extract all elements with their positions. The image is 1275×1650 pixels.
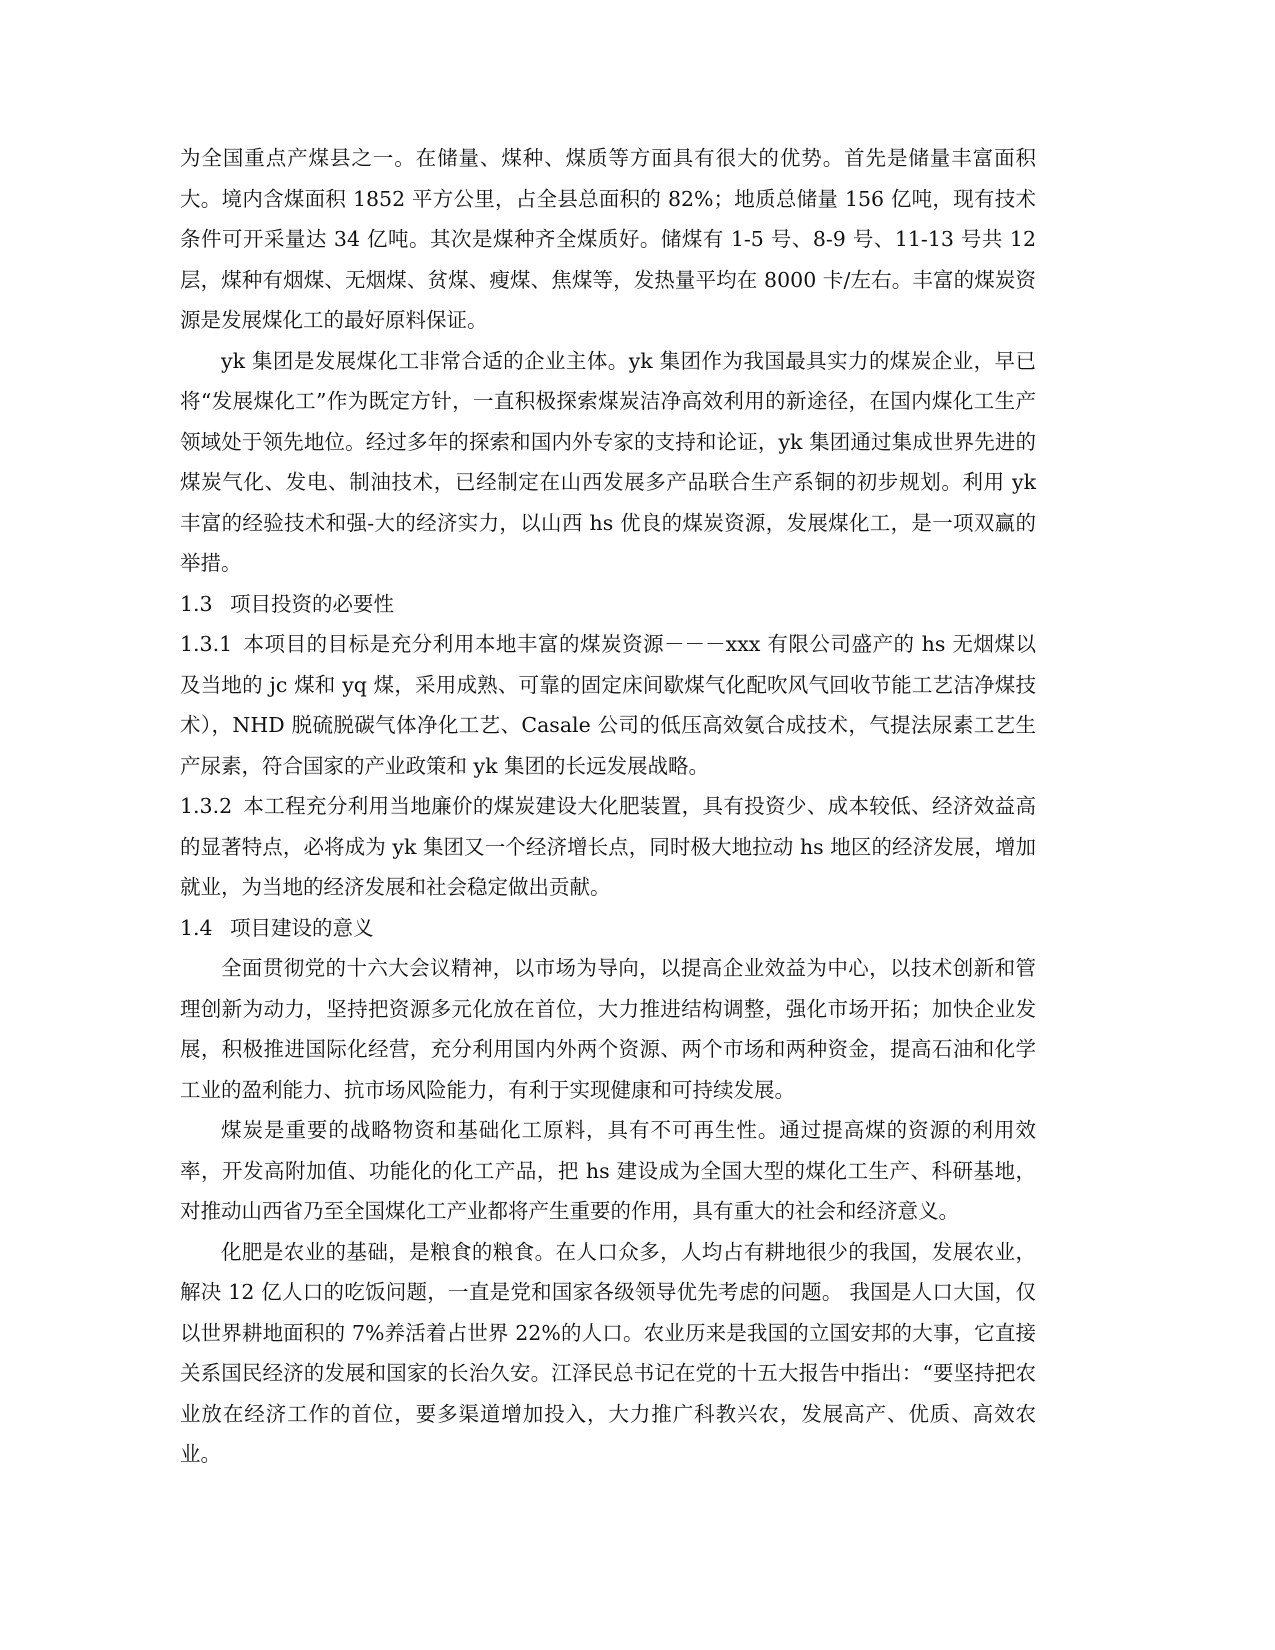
- section-number: 1.3: [180, 591, 213, 616]
- paragraph-coal-reserves: 为全国重点产煤县之一。在储量、煤种、煤质等方面具有很大的优势。首先是储量丰富面积大。境内含煤面积 1852 平方公里，占全县总面积的 82%；地质总储量 156 亿吨，现有技术条件可开采量达 34 亿吨。其次是煤种齐全煤质好。储煤有 1-5 号、8-9 号、11-13 号共 12 层，煤种有烟煤、无烟煤、贫煤、瘦煤、焦煤等，发热量平均在 8000 卡/左右。丰富的煤炭资源是发展煤化工的最好原料保证。: [180, 146, 1036, 332]
- paragraph-fertilizer: 化肥是农业的基础，是粮食的粮食。在人口众多，人均占有耕地很少的我国，发展农业，解决 12 亿人口的吃饭问题，一直是党和国家各级领导优先考虑的问题。 我国是人口大国，仅以世界耕地面积的 7%养活着占世界 22%的人口。农业历来是我国的立国安邦的大事，它直接关系国民经济的发展和国家的长治久安。江泽民总书记在党的十五大报告中指出：“要坚持把农业放在经济工作的首位，要多渠道增加投入，大力推广科教兴农，发展高产、优质、高效农业。: [180, 1239, 1036, 1466]
- section-heading-1-3: [180, 584, 1036, 625]
- section-title: 项目建设的意义: [230, 915, 374, 940]
- paragraph-yk-group: yk 集团是发展煤化工非常合适的企业主体。yk 集团作为我国最具实力的煤炭企业，早已将“发展煤化工”作为既定方针，一直积极探索煤炭洁净高效利用的新途径，在国内煤化工生产领域处于领先地位。经过多年的探索和国内外专家的支持和论证，yk 集团通过集成世界先进的煤炭气化、发电、制油技术，已经制定在山西发展多产品联合生产系铜的初步规划。利用 yk 丰富的经验技术和强-大的经济实力，以山西 hs 优良的煤炭资源，发展煤化工，是一项双赢的举措。: [180, 348, 1036, 575]
- item-text: 本项目的目标是充分利用本地丰富的煤炭资源－－－xxx 有限公司盛产的 hs 无烟煤以及当地的 jc 煤和 yq 煤，采用成熟、可靠的固定床间歇煤气化配吹风气回收节能工艺洁净煤技术），NHD 脱硫脱碳气体净化工艺、Casale 公司的低压高效氨合成技术，气提法尿素工艺生产尿素，符合国家的产业政策和 yk 集团的长远发展战略。: [180, 632, 1036, 778]
- paragraph-coal-strategic: 煤炭是重要的战略物资和基础化工原料，具有不可再生性。通过提高煤的资源的利用效率，开发高附加值、功能化的化工产品，把 hs 建设成为全国大型的煤化工生产、科研基地，对推动山西省乃至全国煤化工产业都将产生重要的作用，具有重大的社会和经济意义。: [180, 1118, 1036, 1223]
- section-number: 1.4: [180, 915, 213, 940]
- document-page: [180, 138, 1036, 1475]
- section-heading-1-4: [180, 908, 1036, 949]
- item-number: 1.3.1: [180, 632, 233, 656]
- item-text: 本工程充分利用当地廉价的煤炭建设大化肥装置，具有投资少、成本较低、经济效益高的显著特点，必将成为 yk 集团又一个经济增长点，同时极大地拉动 hs 地区的经济发展，增加就业，为当地的经济发展和社会稳定做出贡献。: [180, 794, 1036, 899]
- item-1-3-2: [180, 786, 1036, 908]
- item-1-3-1: [180, 624, 1036, 786]
- item-number: 1.3.2: [180, 794, 233, 818]
- section-title: 项目投资的必要性: [230, 591, 394, 616]
- paragraph-sixteenth-congress: 全面贯彻党的十六大会议精神，以市场为导向，以提高企业效益为中心，以技术创新和管理创新为动力，坚持把资源多元化放在首位，大力推进结构调整，强化市场开拓；加快企业发展，积极推进国际化经营，充分利用国内外两个资源、两个市场和两种资金，提高石油和化学工业的盈利能力、抗市场风险能力，有利于实现健康和可持续发展。: [180, 956, 1036, 1102]
